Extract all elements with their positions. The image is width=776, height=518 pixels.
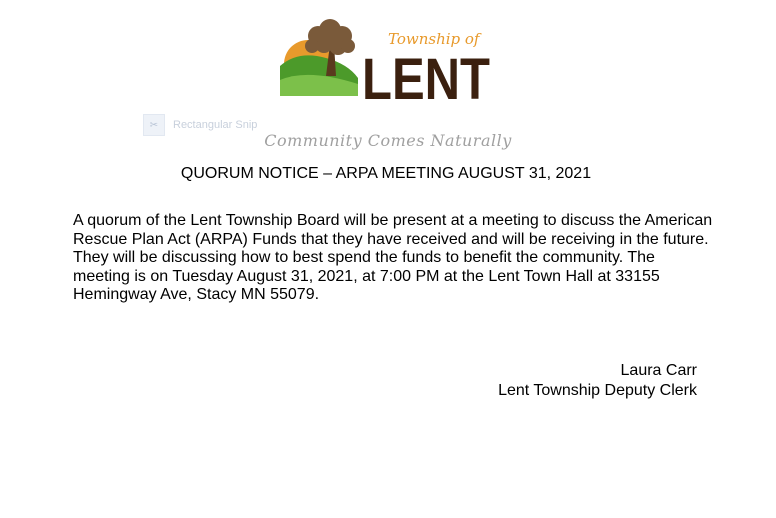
notice-body: A quorum of the Lent Township Board will be present at a meeting to discuss the American Rescue Plan Act (ARPA) Funds that they have received and will be receiving in the future. They will be discussing how to best spend the funds to benefit the community. The meeting is on Tuesday August 31, 2021, at 7:00 PM at the Lent Town Hall at 33155 Hemingway Ave, Stacy MN 55079.	[73, 212, 713, 303]
notice-heading	[0, 165, 776, 183]
logo-top-text: Township of	[388, 30, 480, 48]
signature-title: Lent Township Deputy Clerk	[498, 382, 697, 399]
logo-graphic	[278, 18, 492, 112]
signature-block	[498, 361, 697, 401]
logo-main-text: LENT	[362, 47, 490, 112]
tagline-text: Community Comes Naturally	[264, 131, 512, 150]
signature-name: Laura Carr	[620, 362, 697, 379]
logo-tree-canopy	[305, 19, 355, 55]
township-logo	[278, 18, 492, 112]
tagline	[0, 131, 776, 150]
notice-heading-text: QUORUM NOTICE – ARPA MEETING AUGUST 31, 2021	[180, 165, 592, 182]
snip-label: Rectangular Snip	[173, 119, 258, 131]
snip-icon: ✂	[143, 114, 165, 136]
